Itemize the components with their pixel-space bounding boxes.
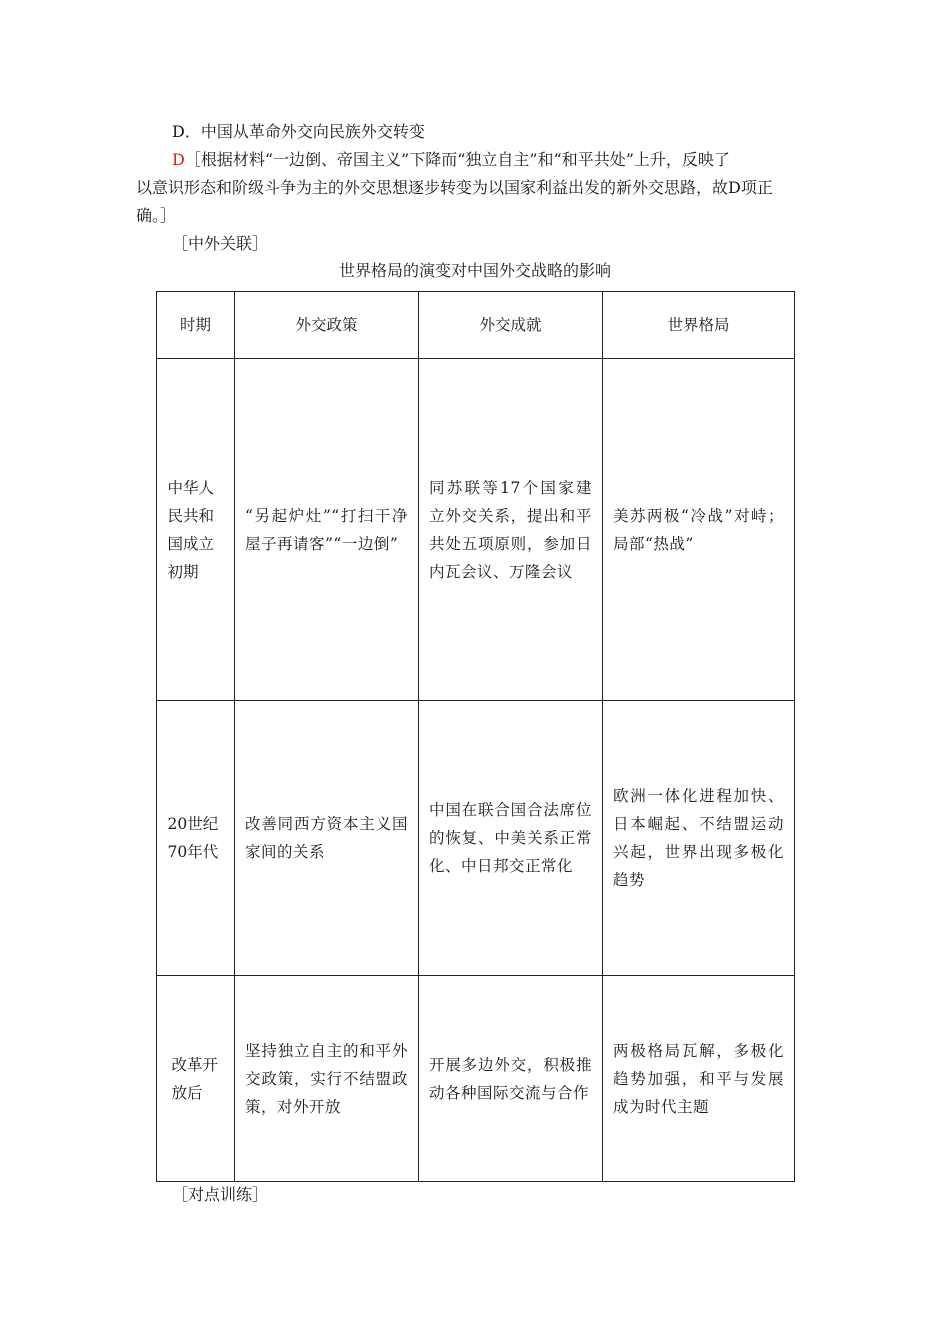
option-d: D．中国从革命外交向民族外交转变 <box>172 122 425 141</box>
cell-world-pattern: 两极格局瓦解，多极化趋势加强，和平与发展成为时代主题 <box>603 976 795 1182</box>
cell-world-pattern: 美苏两极“冷战”对峙；局部“热战” <box>603 359 795 701</box>
cell-achievement: 开展多边外交，积极推动各种国际交流与合作 <box>419 976 603 1182</box>
cell-policy: “另起炉灶”“打扫干净屋子再请客”“一边倒” <box>235 359 419 701</box>
cell-policy: 坚持独立自主的和平外交政策，实行不结盟政策，对外开放 <box>235 976 419 1182</box>
section-label-related: ［中外关联］ <box>172 234 269 253</box>
period-text: 中华人民共和国成立初期 <box>167 478 215 581</box>
cell-achievement: 中国在联合国合法席位的恢复、中美关系正常化、中日邦交正常化 <box>419 701 603 976</box>
table-row <box>157 701 795 976</box>
table-title: 世界格局的演变对中国外交战略的影响 <box>338 261 611 280</box>
header-period: 时期 <box>157 292 235 359</box>
cell-period <box>157 701 235 976</box>
cell-world-pattern: 欧洲一体化进程加快、日本崛起、不结盟运动兴起，世界出现多极化趋势 <box>603 701 795 976</box>
table-row <box>157 976 795 1182</box>
answer-key: D <box>172 150 185 169</box>
header-achievement: 外交成就 <box>419 292 603 359</box>
answer-explanation-line-1 <box>172 146 730 174</box>
comparison-table <box>156 291 795 1182</box>
cell-policy: 改善同西方资本主义国家间的关系 <box>235 701 419 976</box>
period-text: 改革开放后 <box>171 1055 219 1102</box>
explanation-text-1: ［根据材料“一边倒、帝国主义”下降而“独立自主”和“和平共处”上升，反映了 <box>184 150 730 169</box>
header-world-pattern: 世界格局 <box>603 292 795 359</box>
answer-explanation-line-3: 确。］ <box>136 206 177 225</box>
cell-achievement: 同苏联等17个国家建立外交关系，提出和平共处五项原则，参加日内瓦会议、万隆会议 <box>419 359 603 701</box>
table-row <box>157 359 795 701</box>
table-header-row <box>157 292 795 359</box>
cell-period <box>157 359 235 701</box>
header-policy: 外交政策 <box>235 292 419 359</box>
cell-period <box>157 976 235 1182</box>
section-label-practice: ［对点训练］ <box>172 1185 269 1204</box>
period-text: 20世纪70年代 <box>167 815 219 861</box>
answer-explanation-line-2: 以意识形态和阶级斗争为主的外交思想逐步转变为以国家利益出发的新外交思路，故D项正 <box>136 178 773 197</box>
